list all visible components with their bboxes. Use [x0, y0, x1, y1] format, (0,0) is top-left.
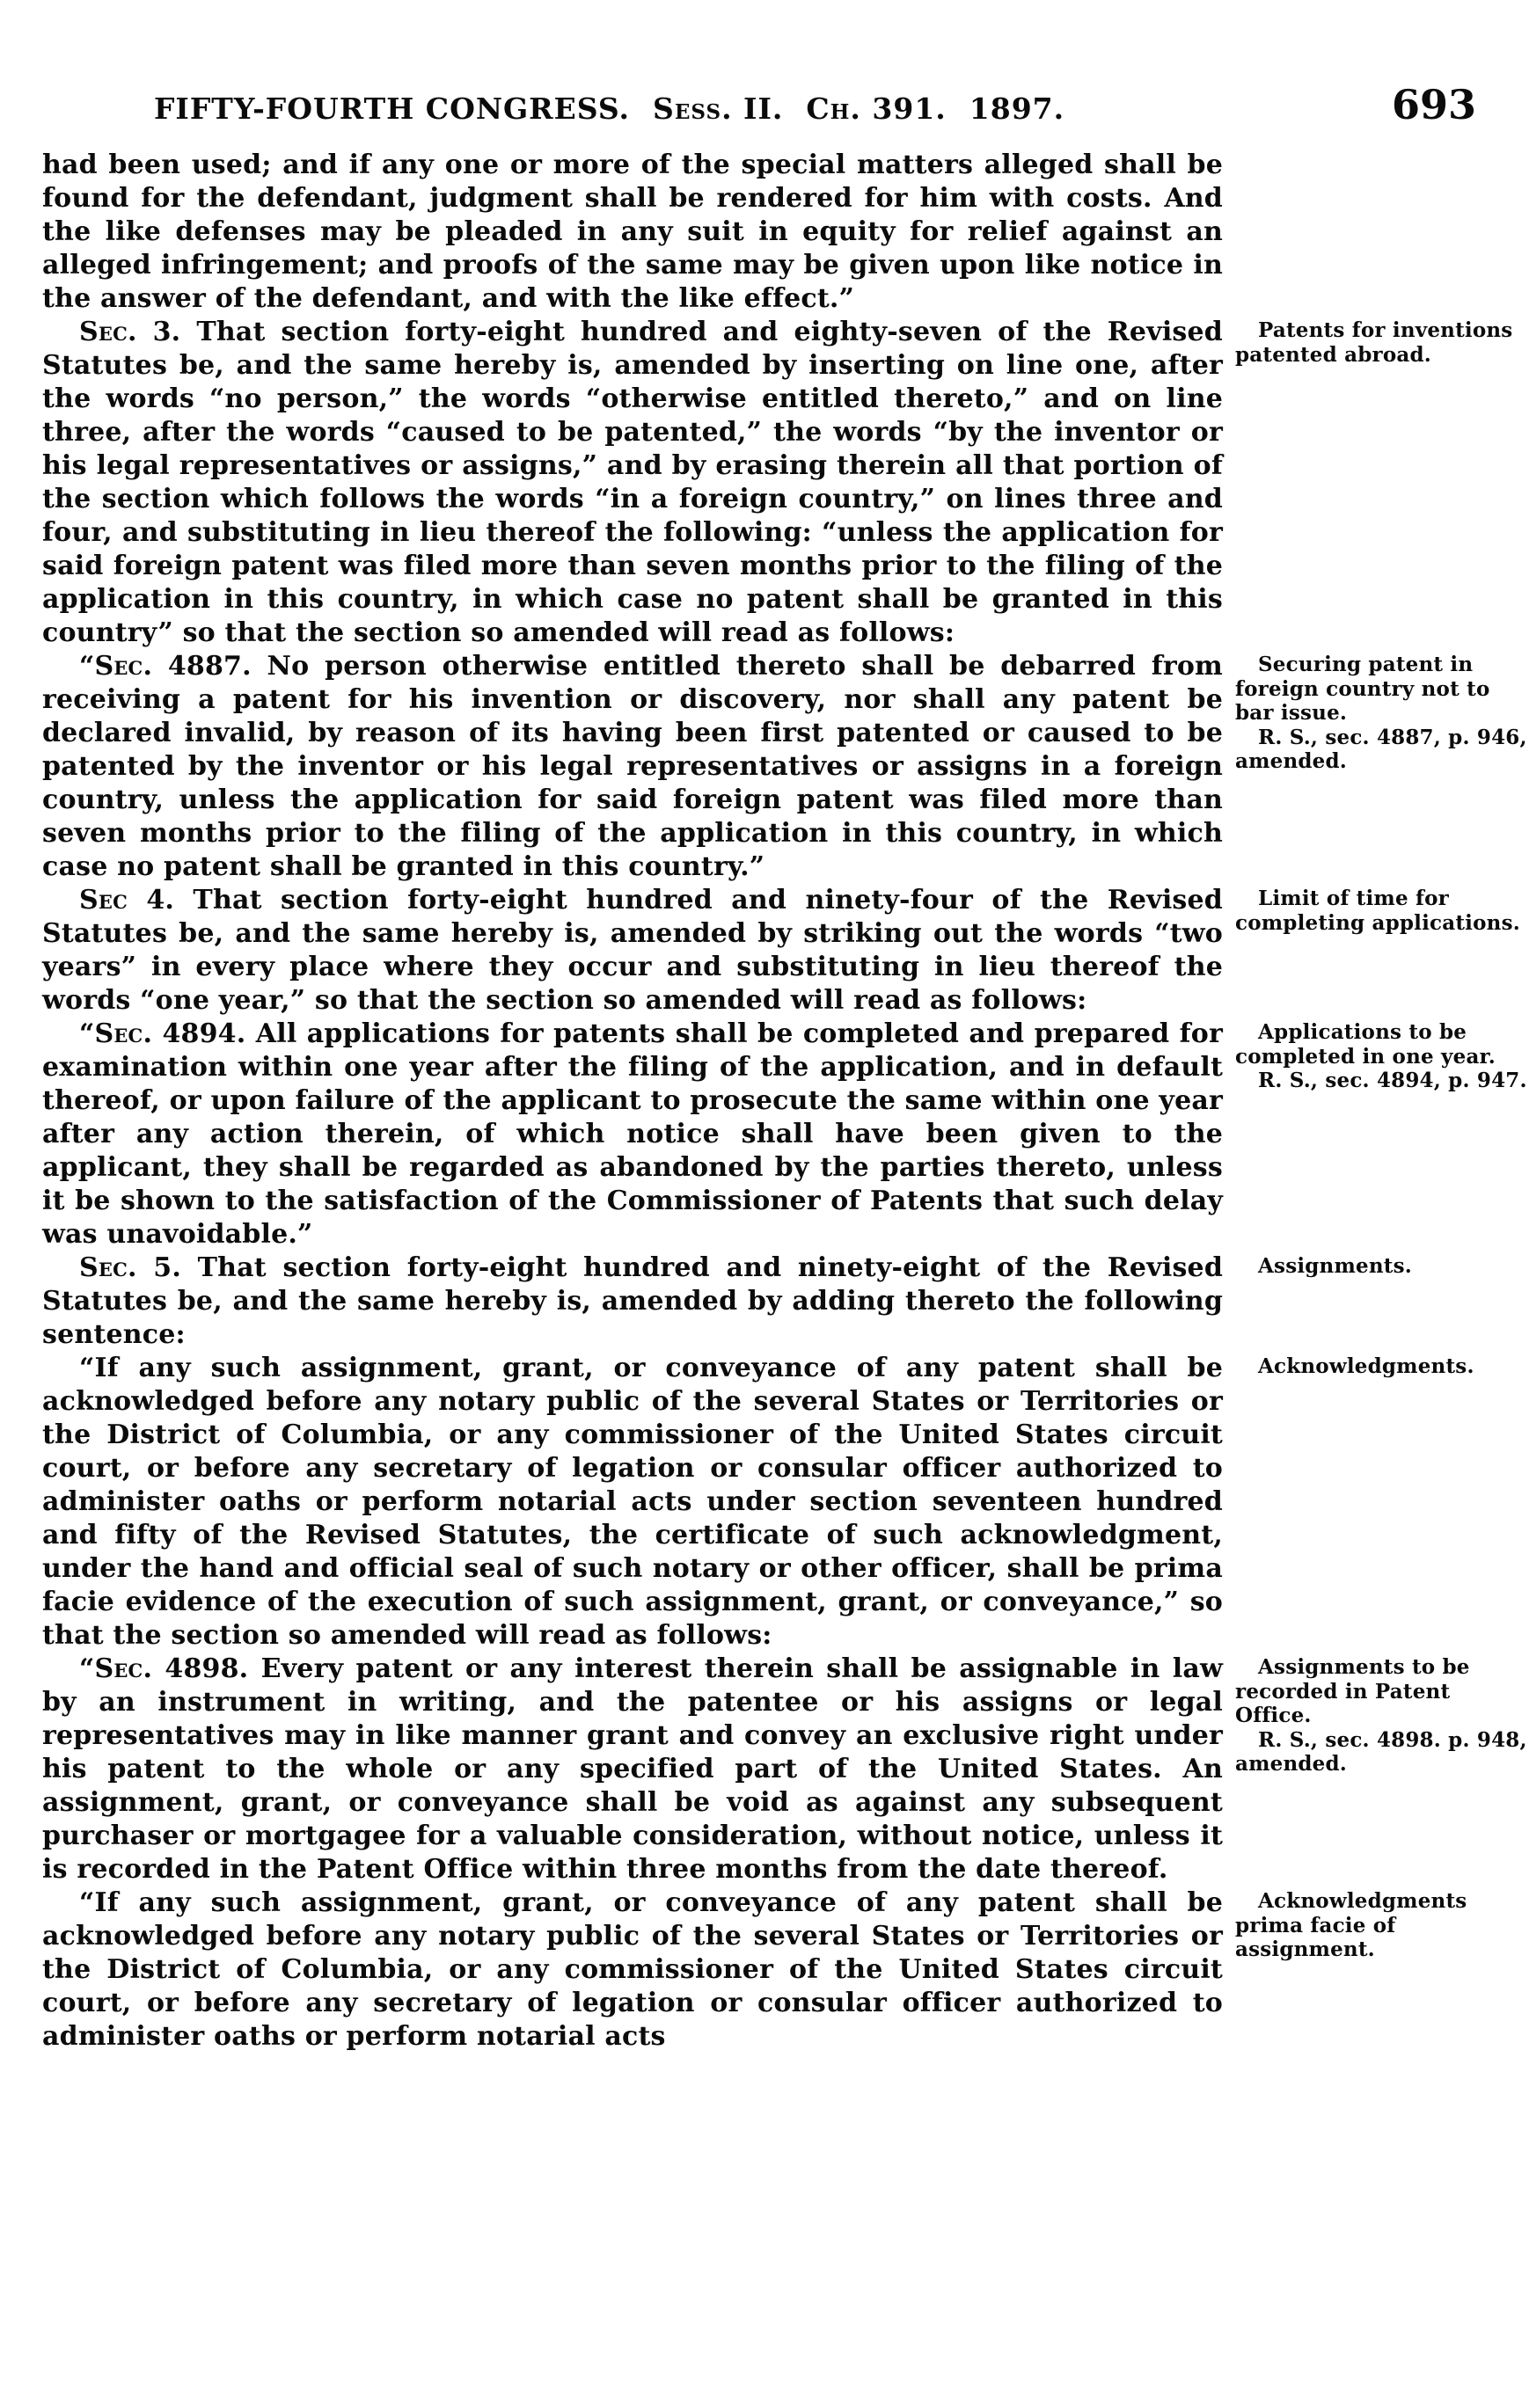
paragraph-row: [42, 1352, 1474, 1653]
margin-notes: [1235, 1354, 1529, 1379]
section-lead: “Sec. 4898.: [79, 1653, 249, 1684]
paragraph-text: “Sec. 4898. Every patent or any interest therein shall be assignable in law by an instrument in writing, and the patentee or his assigns or legal representatives may in like manner grant and convey an exclusive right under his patent to the whole or any specified part of the United States. An assignment, grant, or conveyance shall be void as against any subsequent purchaser or mortgagee for a valuable consideration, without notice, unless it is recorded in the Patent Office within three months from the date thereof.: [42, 1653, 1223, 1885]
margin-note: Securing patent in foreign country not to bar issue.: [1235, 653, 1490, 725]
paragraph-row: [42, 650, 1527, 884]
content: [0, 126, 1529, 2054]
margin-note: R. S., sec. 4894, p. 947.: [1258, 1069, 1527, 1092]
session-label: Sess. II.: [653, 91, 784, 126]
paragraph-row: [42, 149, 1223, 316]
margin-note: Applications to be completed in one year.: [1235, 1020, 1496, 1069]
margin-note: R. S., sec. 4898. p. 948, amended.: [1235, 1727, 1527, 1776]
margin-notes: [1235, 318, 1529, 367]
year-label: 1897.: [969, 91, 1065, 126]
paragraph-row: [42, 316, 1513, 650]
paragraph-text: “Sec. 4894. All applications for patents shall be completed and prepared for examination within one year after the filing of the application, and in default thereof, or upon failure of the applicant to prosecute the same within one year after any action therein, of which notice shall have been given to the applicant, they shall be regarded as abandoned by the parties thereto, unless it be shown to the satisfaction of the Commissioner of Patents that such delay was unavoidable.”: [42, 1018, 1224, 1250]
margin-notes: [1235, 1889, 1529, 1962]
margin-note: Assignments to be recorded in Patent Office.: [1235, 1655, 1470, 1727]
section-lead: “Sec. 4894.: [79, 1018, 246, 1049]
page-header: [0, 0, 1529, 126]
margin-note: Assignments.: [1258, 1254, 1412, 1278]
margin-note: Patents for inventions patented abroad.: [1235, 318, 1513, 367]
margin-notes: [1235, 1655, 1529, 1777]
paragraph-text: Sec. 3. That section forty-eight hundred and eighty-seven of the Revised Statutes be, and the same hereby is, amended by inserting on line one, after the words “no person,” the words “otherwise entitled thereto,” and on line three, after the words “caused to be patented,” the words “by the inventor or his legal representatives or assigns,” and by erasing therein all that portion of the section which follows the words “in a foreign country,” on lines three and four, and substituting in lieu thereof the following: “unless the application for said foreign patent was filed more than seven months prior to the filing of the application in this country, in which case no patent shall be granted in this country” so that the section so amended will read as follows:: [42, 317, 1223, 648]
margin-notes: [1235, 653, 1529, 774]
paragraph-text: “If any such assignment, grant, or conveyance of any patent shall be acknowledged before any notary public of the several States or Territories or the District of Columbia, or any commissioner of the United States circuit court, or before any secretary of legation or consular officer authorized to administer oaths or perform notarial acts: [42, 1887, 1223, 2052]
chapter-label: Ch. 391.: [806, 91, 947, 126]
paragraph-text: “If any such assignment, grant, or conveyance of any patent shall be acknowledged before any notary public of the several States or Territories or the District of Columbia, or any commissioner of the United States circuit court, or before any secretary of legation or consular officer authorized to administer oaths or perform notarial acts under section seventeen hundred and fifty of the Revised Statutes, the certificate of such acknowledgment, under the hand and official seal of such notary or other officer, shall be prima facie evidence of the execution of such assignment, grant, or conveyance,” so that the section so amended will read as follows:: [42, 1353, 1223, 1651]
paragraph-row: [42, 1251, 1412, 1352]
margin-note: Limit of time for completing applications.: [1235, 887, 1520, 935]
running-head: [154, 91, 1087, 126]
paragraph-text: Sec. 5. That section forty-eight hundred and ninety-eight of the Revised Statutes be, and the same hereby is, amended by adding thereto the following sentence:: [42, 1252, 1223, 1350]
paragraph-row: [42, 1018, 1527, 1251]
margin-note: R. S., sec. 4887, p. 946, amended.: [1235, 725, 1527, 773]
paragraph-row: [42, 1886, 1467, 2054]
margin-notes: [1235, 1254, 1529, 1279]
margin-note: Acknowledgments prima facie of assignment.: [1235, 1889, 1467, 1961]
paragraph-text: had been used; and if any one or more of the special matters alleged shall be found for the defendant, judgment shall be rendered for him with costs. And the like defenses may be pleaded in any suit in equity for relief against an alleged infringement; and proofs of the same may be given upon like notice in the answer of the defendant, and with the like effect.”: [42, 150, 1223, 314]
section-lead: Sec. 3.: [79, 317, 181, 347]
paragraph-text: “Sec. 4887. No person otherwise entitled thereto shall be debarred from receiving a patent for his invention or discovery, nor shall any patent be declared invalid, by reason of its having been first patented or caused to be patented by the inventor or his legal representatives or assigns in a foreign country, unless the application for said foreign patent was filed more than seven months prior to the filing of the application in this country, in which case no patent shall be granted in this country.”: [42, 651, 1223, 882]
page-number: 693: [1391, 81, 1476, 128]
paragraph-text: Sec 4. That section forty-eight hundred and ninety-four of the Revised Statutes be, and the same hereby is, amended by striking out the words “two years” in every place where they occur and substituting in lieu thereof the words “one year,” so that the section so amended will read as follows:: [42, 885, 1223, 1016]
paragraph-row: [42, 884, 1520, 1018]
margin-notes: [1235, 887, 1529, 935]
section-lead: “Sec. 4887.: [79, 651, 252, 682]
paragraph-row: [42, 1653, 1527, 1886]
congress-label: FIFTY-FOURTH CONGRESS.: [154, 91, 630, 126]
margin-notes: [1235, 1020, 1529, 1093]
margin-note: Acknowledgments.: [1258, 1354, 1474, 1378]
section-lead: Sec 4.: [79, 885, 175, 916]
section-lead: Sec. 5.: [79, 1252, 181, 1283]
